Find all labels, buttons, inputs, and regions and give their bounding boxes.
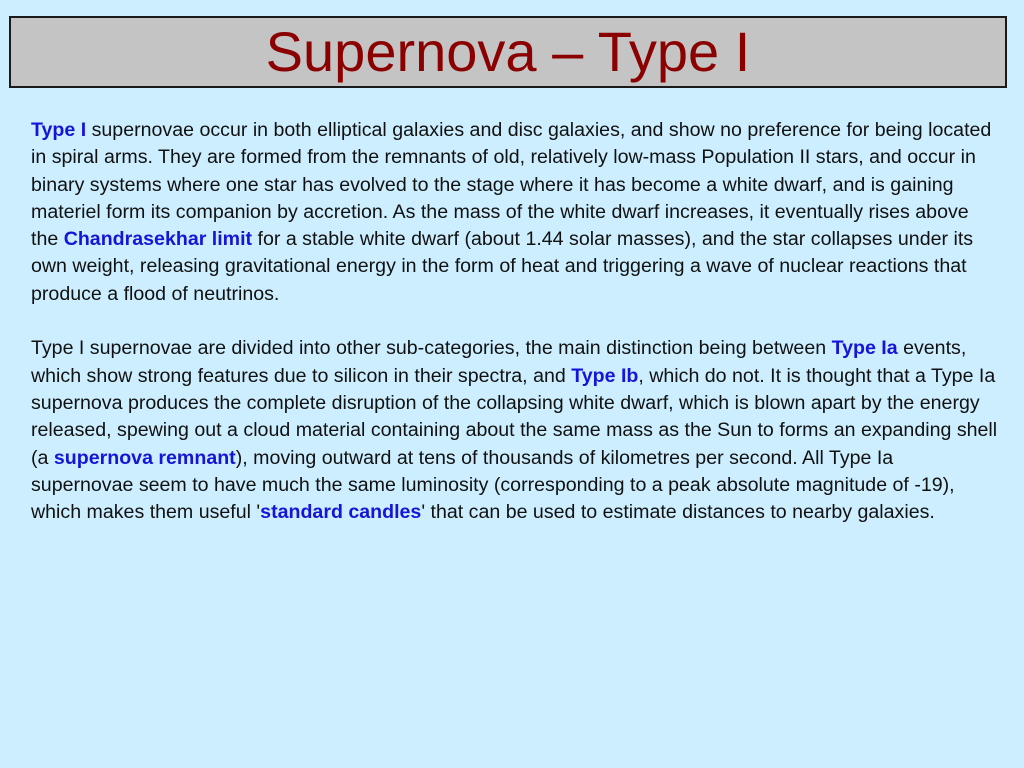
slide-body (31, 117, 1001, 526)
paragraph-subcategories-text-2: events, which show strong features due to silicon in their spectra, and (31, 337, 967, 387)
paragraph-overview-text-1: supernovae occur in both elliptical galaxies and disc galaxies, and show no preference for being located in spiral arms. They are formed from the remnants of old, relatively low-mass Population II stars, and occur in binary systems where one star has evolved to the stage where it has become a white dwarf, and is gaining materiel form its companion by accretion. As the mass of the white dwarf increases, it eventually rises above the (31, 119, 992, 251)
paragraph-subcategories-text-4: ), moving outward at tens of thousands of kilometres per second. All Type Ia supernovae seem to have much the same luminosity (corresponding to a peak absolute magnitude of -19), which makes them useful ' (31, 446, 955, 524)
paragraph-subcategories-text-3: , which do not. It is thought that a Type Ia supernova produces the complete disruption of the collapsing white dwarf, which is blown apart by the energy released, spewing out a cloud material containing about the same mass as the Sun to forms an expanding shell (a (31, 364, 998, 469)
term-type-i: Type I (31, 119, 87, 141)
term-supernova-remnant: supernova remnant (53, 446, 236, 469)
slide-title: Supernova – Type I (265, 20, 751, 83)
term-type-ib: Type Ib (571, 364, 639, 387)
term-standard-candles: standard candles (260, 501, 422, 524)
term-chandrasekhar-limit: Chandrasekhar limit (63, 228, 253, 251)
paragraph-overview-text-2: for a stable white dwarf (about 1.44 solar masses), and the star collapses under its own weight, releasing gravitational energy in the form of heat and triggering a wave of nuclear reactions that produce a flood of neutrinos. (31, 228, 974, 305)
paragraph-subcategories-text-1: Type I supernovae are divided into other sub-categories, the main distinction being between (31, 337, 832, 360)
paragraph-subcategories (31, 335, 1001, 526)
paragraph-subcategories-text-5: ' that can be used to estimate distances to nearby galaxies. (421, 501, 935, 524)
paragraph-overview (31, 117, 1001, 308)
title-banner (9, 16, 1007, 88)
term-type-ia: Type Ia (831, 337, 898, 360)
